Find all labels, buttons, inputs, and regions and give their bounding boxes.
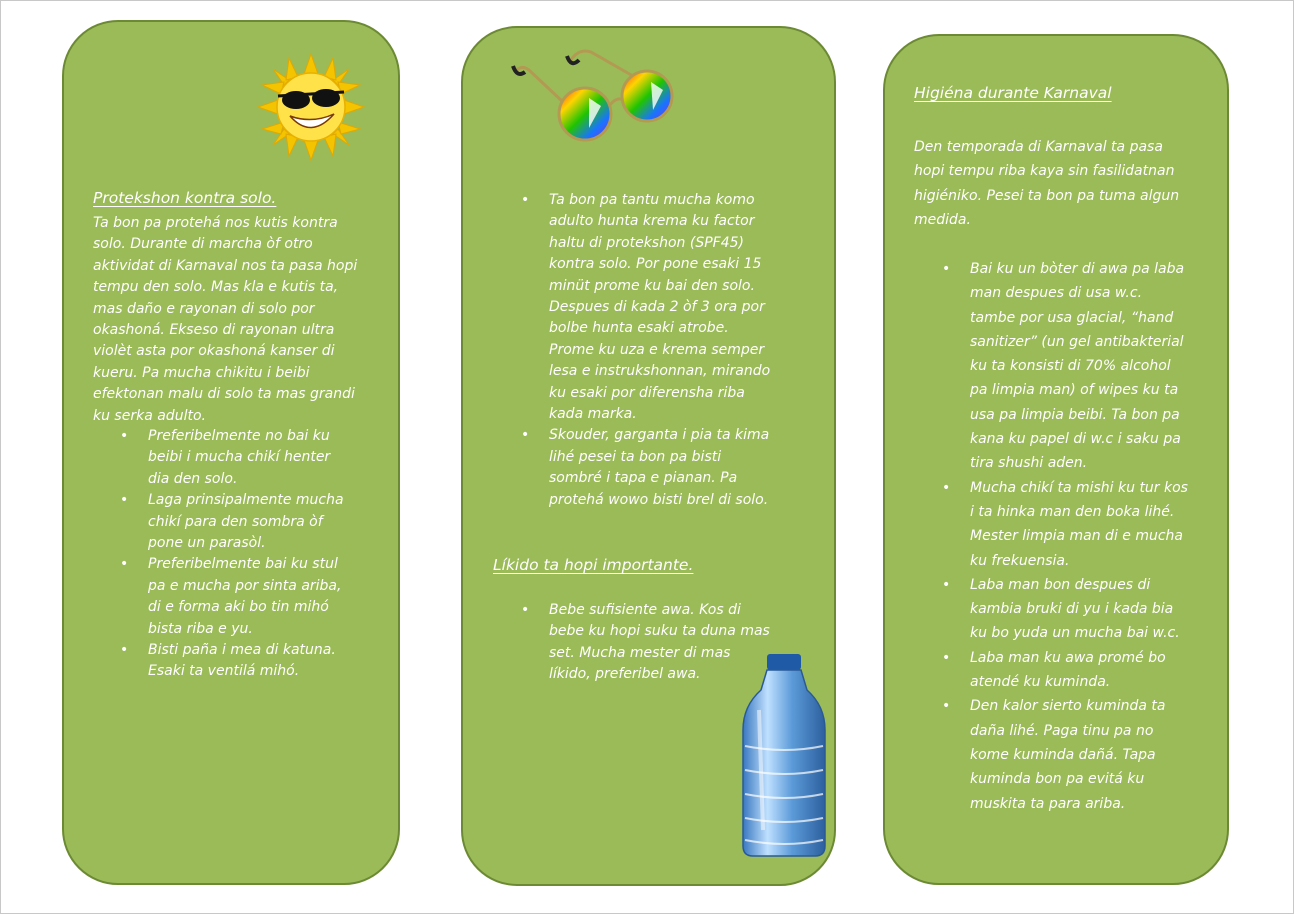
list-item: • Laba man bon despues di kambia bruki di yu i kada bia ku bo yuda un mucha bai w.c. (942, 573, 1190, 646)
list-hygiene (942, 257, 1190, 816)
sunglasses-icon (505, 42, 677, 150)
heading-sun-protection: Protekshon kontra solo. (93, 189, 277, 207)
paragraph-sun-protection: Ta bon pa protehá nos kutis kontra solo. Durante di marcha òf otro aktividat di Karnaval nos ta pasa hopi tempu den solo. Mas kla e kutis ta, mas daño e rayonan di solo por okashoná. Ekseso di rayonan ultra violèt asta por okashoná kanser di kueru. Pa mucha chikitu i beibi efektonan malu di solo ta mas grandi ku serka adulto. (93, 215, 358, 424)
list-item: • Preferibelmente no bai ku beibi i mucha chikí henter dia den solo. (120, 426, 348, 490)
list-item: • Preferibelmente bai ku stul pa e mucha por sinta ariba, di e forma aki bo tin mihó bista riba e yu. (120, 554, 348, 640)
list-sun-protection (120, 426, 348, 683)
heading-liquids: Líkido ta hopi importante. (493, 556, 694, 574)
list-item: • Laga prinsipalmente mucha chikí para den sombra òf pone un parasòl. (120, 490, 348, 554)
list-item: • Bai ku un bòter di awa pa laba man despues di usa w.c. tambe por usa glacial, “hand sanitizer” (un gel antibakterial ku ta konsisti di 70% alcohol pa limpia man) of wipes ku ta usa pa limpia beibi. Ta bon pa kana ku papel di w.c i saku pa tira shushi aden. (942, 257, 1190, 476)
list-item: • Bisti paña i mea di katuna. Esaki ta ventilá mihó. (120, 640, 348, 683)
list-item: • Skouder, garganta i pia ta kima lihé pesei ta bon pa bisti sombré i tapa e pianan. Pa protehá wowo bisti brel di solo. (521, 425, 771, 511)
heading-hygiene: Higiéna durante Karnaval (914, 84, 1112, 102)
water-bottle-icon (735, 650, 831, 860)
list-item: • Laba man ku awa promé bo atendé ku kuminda. (942, 646, 1190, 695)
list-item: • Bebe sufisiente awa. Kos di bebe ku hopi suku ta duna mas set. Mucha mester di mas líkido, preferibel awa. (521, 600, 771, 686)
list-liquids (521, 600, 771, 686)
list-item: • Ta bon pa tantu mucha komo adulto hunta krema ku factor haltu di protekshon (SPF45) kontra solo. Por pone esaki 15 minüt prome ku bai den solo. Despues di kada 2 òf 3 ora por bolbe hunta esaki atrobe. Prome ku uza e krema semper lesa e instrukshonnan, mirando ku esaki por diferensha riba kada marka. (521, 190, 771, 425)
sun-icon (256, 52, 366, 162)
list-sunscreen (521, 190, 771, 511)
paragraph-hygiene: Den temporada di Karnaval ta pasa hopi tempu riba kaya sin fasilidatnan higiéniko. Pesei ta bon pa tuma algun medida. (914, 139, 1180, 228)
list-item: • Mucha chikí ta mishi ku tur kos i ta hinka man den boka lihé. Mester limpia man di e mucha ku frekuensia. (942, 476, 1190, 573)
list-item: • Den kalor sierto kuminda ta daña lihé. Paga tinu pa no kome kuminda dañá. Tapa kuminda bon pa evitá ku muskita ta para ariba. (942, 694, 1190, 815)
